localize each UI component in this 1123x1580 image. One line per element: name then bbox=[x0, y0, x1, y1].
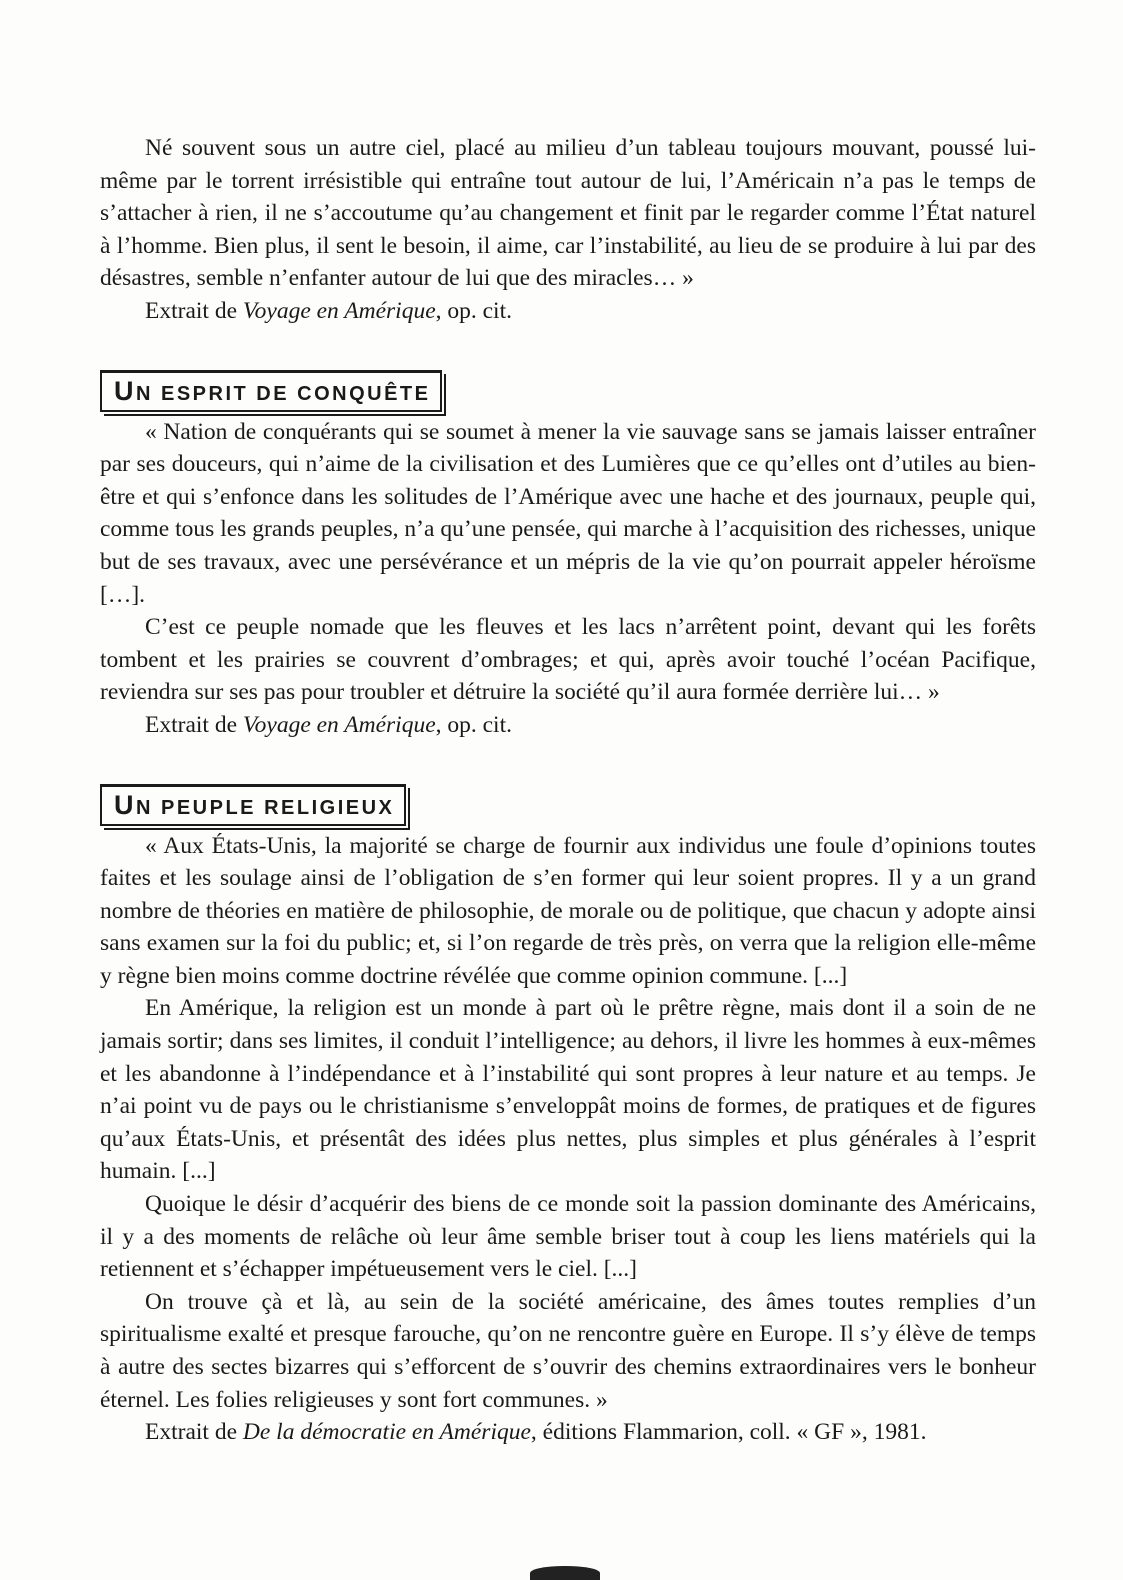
heading-rest: N ESPRIT DE CONQUÊTE bbox=[136, 382, 431, 405]
section-religious bbox=[100, 784, 1036, 1449]
paragraph: Quoique le désir d’acquérir des biens de ce monde soit la passion dominante des Américains, il y a des moments de relâche où leur âme semble briser tout à coup les liens matériels qui la retiennent et s’échapper impétueusement vers le ciel. [...] bbox=[100, 1191, 1036, 1283]
intro-source bbox=[100, 295, 1036, 328]
page-edge-mark bbox=[530, 1566, 600, 1580]
heading-rest: N PEUPLE RELIGIEUX bbox=[136, 796, 395, 819]
source-title: Voyage en Amérique bbox=[242, 711, 436, 738]
paragraph: On trouve çà et là, au sein de la société américaine, des âmes toutes remplies d’un spiritualisme exalté et presque farouche, qu’on ne rencontre guère en Europe. Il s’y élève de temps à autre des sectes bizarres qui s’efforcent de s’ouvrir des chemins extraordinaires vers le bonheur éternel. Les folies religieuses y sont fort communes. » bbox=[100, 1288, 1036, 1413]
intro-source-title: Voyage en Amérique bbox=[242, 297, 436, 324]
section-conquest bbox=[100, 370, 1036, 742]
intro-source-suffix: , op. cit. bbox=[435, 297, 512, 324]
section-source bbox=[100, 709, 1036, 742]
paragraph: En Amérique, la religion est un monde à part où le prêtre règne, mais dont il a soin de ne jamais sortir; dans ses limites, il conduit l’intelligence; au dehors, il livre les hommes à eux-mêmes et les abandonne à l’indépendance et à l’instabilité qui sont propres à leur nature et au temps. Je n’ai point vu de pays ou le christianisme s’enveloppât moins de formes, de pratiques et de figures qu’aux États-Unis, et présentât des idées plus nettes, plus simples et plus générales à l’esprit humain. [...] bbox=[100, 995, 1036, 1185]
source-prefix: Extrait de bbox=[145, 1419, 243, 1446]
section-heading-conquest bbox=[100, 370, 442, 412]
heading-initial: U bbox=[114, 789, 136, 820]
paragraph: C’est ce peuple nomade que les fleuves et les lacs n’arrêtent point, devant qui les forêts tombent et les prairies se couvrent d’ombrages; et qui, après avoir touché l’océan Pacifique, reviendra sur ses pas pour troubler et détruire la société qu’il aura formée derrière lui… » bbox=[100, 614, 1036, 706]
intro-source-prefix: Extrait de bbox=[145, 297, 243, 324]
source-prefix: Extrait de bbox=[145, 711, 243, 738]
source-suffix: , op. cit. bbox=[435, 711, 512, 738]
source-suffix: , éditions Flammarion, coll. « GF », 1981. bbox=[530, 1419, 927, 1446]
paragraph: « Aux États-Unis, la majorité se charge de fournir aux individus une foule d’opinions toutes faites et les soulage ainsi de l’obligation de s’en former qui leur soient propres. Il y a un grand nombre de théories en matière de philosophie, de morale ou de politique, que chacun y adopte ainsi sans examen sur la foi du public; et, si l’on regarde de très près, on verra que la religion elle-même y règne bien moins comme doctrine révélée que comme opinion commune. [...] bbox=[100, 832, 1036, 989]
paragraph: « Nation de conquérants qui se soumet à mener la vie sauvage sans se jamais laisser entraîner par ses douceurs, qui n’aime de la civilisation et des Lumières que ce qu’elles ont d’utiles au bien-être et qui s’enfonce dans les solitudes de l’Amérique avec une hache et des journaux, peuple qui, comme tous les grands peuples, n’a qu’une pensée, qui marche à l’acquisition des richesses, unique but de ses travaux, avec une persévérance et un mépris de la vie qu’on pourrait appeler héroïsme […]. bbox=[100, 418, 1036, 608]
section-source bbox=[100, 1416, 1036, 1449]
intro-block bbox=[100, 132, 1036, 328]
source-title: De la démocratie en Amérique bbox=[242, 1419, 531, 1446]
document-page bbox=[100, 132, 1036, 1449]
heading-initial: U bbox=[114, 375, 136, 406]
intro-paragraph: Né souvent sous un autre ciel, placé au milieu d’un tableau toujours mouvant, poussé lui-même par le torrent irrésistible qui entraîne tout autour de lui, l’Américain n’a pas le temps de s’attacher à rien, il ne s’accoutume qu’au changement et finit par le regarder comme l’État naturel à l’homme. Bien plus, il sent le besoin, il aime, car l’instabilité, au lieu de se produire à lui par des désastres, semble n’enfanter autour de lui que des miracles… » bbox=[100, 135, 1036, 292]
section-heading-religious bbox=[100, 784, 406, 826]
